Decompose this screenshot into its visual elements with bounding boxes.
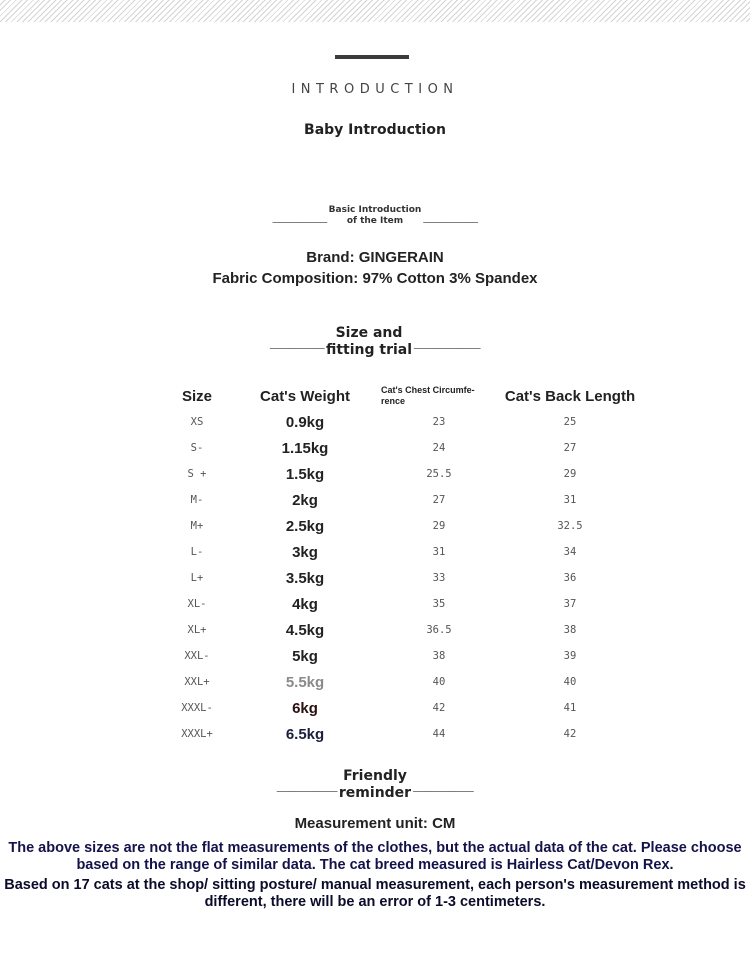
cell-chest: 24 (432, 442, 446, 454)
cell-size: XXL- (184, 650, 210, 662)
divider-dashes-right: __________ (413, 777, 474, 793)
note-paragraph-2 (0, 877, 750, 911)
cell-weight: 3.5kg (285, 569, 325, 587)
size-table-row (165, 591, 643, 617)
cell-size: XS (190, 416, 204, 428)
cell-back-length: 36 (563, 572, 577, 584)
note-paragraph-2-line1: Based on 17 cats at the shop/ sitting posture/ manual measurement, each person's measurement method is (4, 877, 746, 893)
cell-chest: 25.5 (426, 468, 452, 480)
cell-chest: 38 (432, 650, 446, 662)
cell-back-length: 34 (563, 546, 577, 558)
cell-size: M+ (190, 520, 204, 532)
divider-dashes-left: _________ (269, 334, 324, 350)
measurement-unit: Measurement unit: CM (294, 815, 456, 832)
cell-chest: 36.5 (426, 624, 452, 636)
cell-back-length: 32.5 (557, 520, 583, 532)
divider-dashes-right: ___________ (414, 334, 481, 350)
size-table-row (165, 513, 643, 539)
cell-chest: 29 (432, 520, 446, 532)
cell-chest: 27 (432, 494, 446, 506)
cell-back-length: 42 (563, 728, 577, 740)
divider-dashes-right: _________ (423, 208, 478, 224)
header-chest-line2: rence (381, 396, 406, 406)
reminder-divider (0, 768, 750, 802)
cell-weight: 5.5kg (285, 673, 325, 691)
reminder-label (339, 768, 411, 802)
header-size: Size (181, 387, 212, 405)
brand-text: Brand: GINGERAIN (306, 249, 444, 266)
cell-weight: 2.5kg (285, 517, 325, 535)
cell-size: XL- (187, 598, 207, 610)
cell-chest: 40 (432, 676, 446, 688)
size-table-row (165, 695, 643, 721)
size-table-header (165, 383, 643, 409)
basic-intro-divider (0, 205, 750, 227)
cell-back-length: 25 (563, 416, 577, 428)
cell-weight: 1.5kg (285, 465, 325, 483)
top-stripe-decoration (0, 0, 750, 22)
reminder-label-line1: Friendly (343, 768, 407, 784)
cell-size: S + (187, 468, 207, 480)
note-paragraph-2-line2: different, there will be an error of 1-3 centimeters. (204, 894, 546, 910)
header-weight: Cat's Weight (260, 387, 350, 405)
cell-chest: 31 (432, 546, 446, 558)
fabric-text: Fabric Composition: 97% Cotton 3% Spandex (212, 270, 538, 287)
note-paragraph-1 (0, 840, 750, 874)
size-section-divider (0, 325, 750, 359)
basic-intro-label-line2: of the Item (346, 216, 404, 226)
size-table-row (165, 721, 643, 747)
cell-size: XXXL- (181, 702, 213, 714)
cell-back-length: 38 (563, 624, 577, 636)
divider-dashes-left: _________ (272, 208, 327, 224)
size-section-label (326, 325, 412, 359)
cell-weight: 4kg (292, 595, 318, 613)
size-table-row (165, 539, 643, 565)
cell-back-length: 40 (563, 676, 577, 688)
note-paragraph-1-line1: The above sizes are not the flat measurements of the clothes, but the actual data of the cat. Please choose (8, 840, 742, 856)
cell-weight: 5kg (292, 647, 318, 665)
size-table-row (165, 669, 643, 695)
cell-weight: 6kg (292, 699, 318, 717)
cell-size: L- (190, 546, 204, 558)
cell-back-length: 29 (563, 468, 577, 480)
size-table-row (165, 617, 643, 643)
size-table-row (165, 565, 643, 591)
header-back-length: Cat's Back Length (504, 387, 636, 405)
cell-chest: 42 (432, 702, 446, 714)
cell-back-length: 31 (563, 494, 577, 506)
size-table-row (165, 643, 643, 669)
cell-size: XXL+ (184, 676, 210, 688)
cell-back-length: 37 (563, 598, 577, 610)
cell-size: M- (190, 494, 204, 506)
cell-size: S- (190, 442, 204, 454)
note-paragraph-1-line2: based on the range of similar data. The cat breed measured is Hairless Cat/Devon Rex. (76, 857, 674, 873)
size-table (165, 383, 643, 747)
size-table-row (165, 487, 643, 513)
basic-intro-label-line1: Basic Introduction (328, 205, 422, 215)
cell-weight: 4.5kg (285, 621, 325, 639)
basic-intro-label (329, 205, 422, 227)
cell-back-length: 41 (563, 702, 577, 714)
size-table-row (165, 461, 643, 487)
section-title: INTRODUCTION (291, 82, 459, 97)
cell-back-length: 27 (563, 442, 577, 454)
cell-weight: 6.5kg (285, 725, 325, 743)
divider-dashes-left: __________ (276, 777, 337, 793)
page-subtitle: Baby Introduction (304, 122, 446, 138)
cell-chest: 23 (432, 416, 446, 428)
cell-size: L+ (190, 572, 204, 584)
size-table-row (165, 435, 643, 461)
cell-weight: 3kg (292, 543, 318, 561)
cell-chest: 33 (432, 572, 446, 584)
reminder-label-line2: reminder (338, 785, 412, 801)
cell-weight: 2kg (292, 491, 318, 509)
cell-size: XXXL+ (181, 728, 213, 740)
size-section-label-line1: Size and (335, 325, 403, 341)
cell-chest: 35 (432, 598, 446, 610)
cell-size: XL+ (187, 624, 207, 636)
cell-back-length: 39 (563, 650, 577, 662)
cell-chest: 44 (432, 728, 446, 740)
size-table-row (165, 409, 643, 435)
header-chest-line1: Cat's Chest Circumfe- (381, 385, 475, 395)
cell-weight: 1.15kg (281, 439, 329, 457)
header-divider-bar (335, 55, 409, 59)
cell-weight: 0.9kg (285, 413, 325, 431)
header-chest (381, 383, 497, 409)
size-section-label-line2: fitting trial (325, 342, 413, 358)
